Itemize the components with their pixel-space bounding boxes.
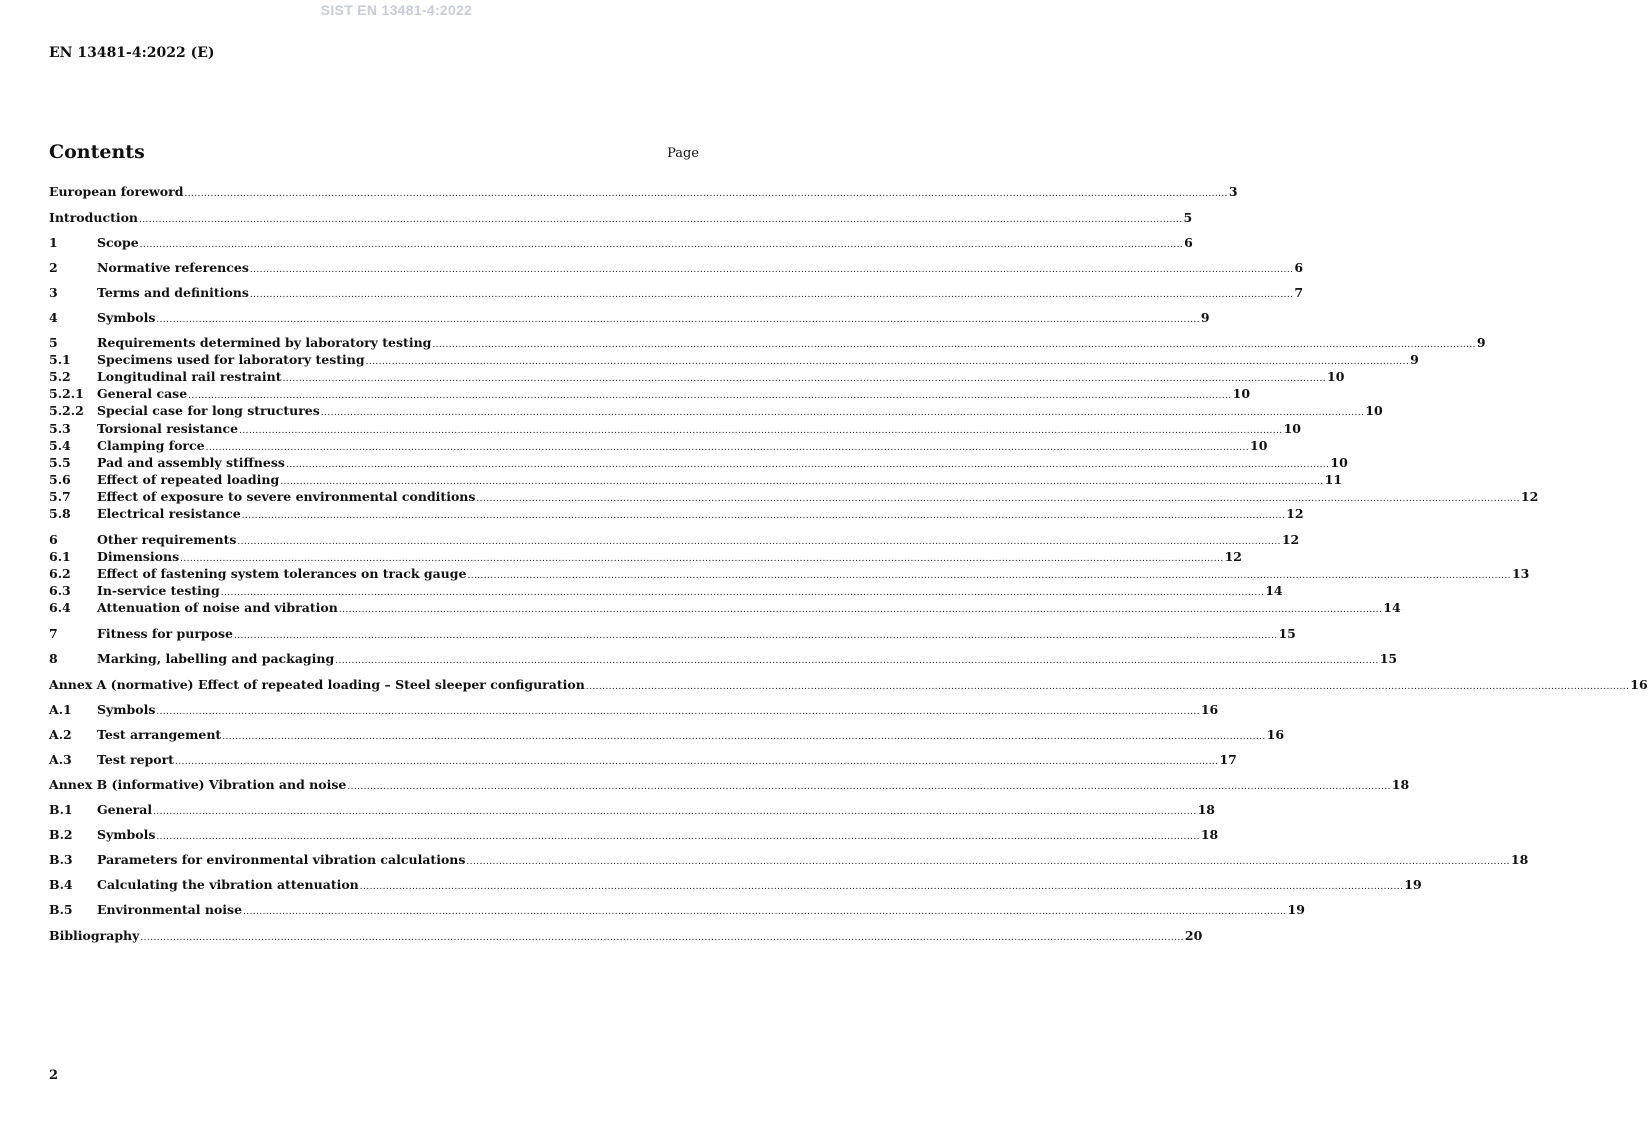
toc-entry[interactable]: [49, 260, 1304, 277]
toc-entry-number: 6.1: [49, 549, 71, 564]
toc-entry-number: 3: [49, 285, 58, 300]
toc-entry-title: Torsional resistance: [97, 421, 239, 436]
toc-entry-number: 5.6: [49, 472, 71, 487]
toc-entry-number: 6.2: [49, 566, 71, 581]
toc-entry-page: 15: [1278, 626, 1296, 641]
toc-entry[interactable]: [49, 310, 1210, 327]
toc-entry-title: European foreword: [49, 184, 184, 199]
toc-entry[interactable]: [49, 184, 1238, 201]
toc-dot-leader: ................................................................................................................................................................................................................................................................................................................................: [476, 494, 1520, 504]
toc-entry-page: 10: [1327, 369, 1345, 384]
toc-dot-leader: ................................................................................................................................................................................................................................................................................................................................: [335, 656, 1379, 666]
toc-entry-page: 12: [1520, 489, 1539, 504]
toc-entry[interactable]: [49, 421, 1301, 438]
toc-entry-title: Electrical resistance: [97, 506, 241, 521]
toc-entry-page: 6: [1294, 260, 1304, 275]
toc-dot-leader: ................................................................................................................................................................................................................................................................................................................................: [174, 757, 1219, 767]
toc-entry-title: Bibliography: [49, 928, 140, 943]
toc-entry-page: 9: [1410, 352, 1419, 367]
toc-entry[interactable]: [49, 702, 1219, 719]
toc-entry-page: 11: [1324, 472, 1343, 487]
toc-dot-leader: ................................................................................................................................................................................................................................................................................................................................: [156, 707, 1200, 717]
toc-dot-leader: ................................................................................................................................................................................................................................................................................................................................: [432, 340, 1476, 350]
toc-dot-leader: ................................................................................................................................................................................................................................................................................................................................: [282, 374, 1326, 384]
toc-entry-number: B.4: [49, 877, 73, 892]
toc-entry-title: Terms and definitions: [97, 285, 249, 300]
toc-entry[interactable]: [49, 902, 1305, 919]
toc-entry-title: Symbols: [97, 310, 156, 325]
toc-entry-title: Annex B (informative) Vibration and noise: [49, 777, 347, 792]
toc-entry-page: 18: [1510, 852, 1529, 867]
toc-entry-title: Environmental noise: [97, 902, 243, 917]
toc-dot-leader: ................................................................................................................................................................................................................................................................................................................................: [153, 807, 1197, 817]
toc-dot-leader: ................................................................................................................................................................................................................................................................................................................................: [585, 682, 1630, 692]
toc-entry-number: 5.2.1: [49, 386, 84, 401]
toc-entry[interactable]: [49, 626, 1296, 643]
toc-dot-leader: ................................................................................................................................................................................................................................................................................................................................: [180, 554, 1224, 564]
toc-entry-title: Effect of exposure to severe environmental conditions: [97, 489, 476, 504]
toc-entry[interactable]: [49, 852, 1529, 869]
toc-entry-number: B.3: [49, 852, 73, 867]
toc-entry-title: Symbols: [97, 827, 156, 842]
toc-entry[interactable]: [49, 285, 1304, 302]
toc-dot-leader: ................................................................................................................................................................................................................................................................................................................................: [285, 460, 1330, 470]
toc-entry-page: 14: [1383, 600, 1401, 615]
toc-dot-leader: ................................................................................................................................................................................................................................................................................................................................: [156, 315, 1200, 325]
toc-entry-title: Pad and assembly stiffness: [97, 455, 285, 470]
toc-entry-number: 5.3: [49, 421, 71, 436]
toc-entry-number: 5.2.2: [49, 403, 84, 418]
toc-dot-leader: ................................................................................................................................................................................................................................................................................................................................: [466, 857, 1510, 867]
toc-entry-title: Test arrangement: [97, 727, 222, 742]
toc-dot-leader: ................................................................................................................................................................................................................................................................................................................................: [467, 571, 1511, 581]
toc-entry[interactable]: [49, 600, 1401, 617]
toc-entry-page: 16: [1266, 727, 1285, 742]
page-column-label: Page: [667, 146, 699, 161]
toc-entry-page: 13: [1511, 566, 1530, 581]
toc-dot-leader: ................................................................................................................................................................................................................................................................................................................................: [249, 265, 1294, 275]
toc-entry-number: 5.5: [49, 455, 71, 470]
toc-entry-page: 7: [1294, 285, 1304, 300]
toc-entry-number: B.1: [49, 802, 73, 817]
toc-dot-leader: ................................................................................................................................................................................................................................................................................................................................: [139, 240, 1184, 250]
toc-entry-title: Dimensions: [97, 549, 180, 564]
toc-entry-title: Test report: [97, 752, 174, 767]
toc-entry-number: 5.8: [49, 506, 71, 521]
toc-entry-number: 6.4: [49, 600, 71, 615]
toc-entry[interactable]: [49, 583, 1283, 600]
toc-entry-title: Special case for long structures: [97, 403, 320, 418]
toc-entry-title: Annex A (normative) Effect of repeated loading – Steel sleeper configuration: [49, 677, 585, 692]
toc-entry-page: 10: [1232, 386, 1251, 401]
toc-dot-leader: ................................................................................................................................................................................................................................................................................................................................: [241, 511, 1286, 521]
toc-entry-page: 18: [1197, 802, 1215, 817]
toc-entry-title: Attenuation of noise and vibration: [97, 600, 338, 615]
toc-entry-title: Longitudinal rail restraint: [97, 369, 282, 384]
toc-entry-page: 14: [1265, 583, 1283, 598]
toc-entry[interactable]: [49, 928, 1203, 945]
document-id: EN 13481-4:2022 (E): [49, 45, 215, 61]
toc-dot-leader: ................................................................................................................................................................................................................................................................................................................................: [139, 215, 1183, 225]
toc-entry[interactable]: [49, 438, 1268, 455]
toc-dot-leader: ................................................................................................................................................................................................................................................................................................................................: [220, 588, 1265, 598]
toc-dot-leader: ................................................................................................................................................................................................................................................................................................................................: [249, 290, 1294, 300]
toc-entry[interactable]: [49, 472, 1343, 489]
toc-entry[interactable]: [49, 877, 1422, 894]
toc-entry[interactable]: [49, 777, 1410, 794]
toc-entry-title: Normative references: [97, 260, 249, 275]
watermark-text: SIST EN 13481-4:2022: [320, 2, 473, 18]
toc-entry[interactable]: [49, 752, 1237, 769]
toc-entry-page: 18: [1200, 827, 1219, 842]
toc-entry-title: General case: [97, 386, 188, 401]
toc-entry-number: 7: [49, 626, 58, 641]
toc-entry-page: 10: [1250, 438, 1268, 453]
toc-dot-leader: ................................................................................................................................................................................................................................................................................................................................: [222, 732, 1266, 742]
toc-entry-title: In-service testing: [97, 583, 220, 598]
toc-dot-leader: ................................................................................................................................................................................................................................................................................................................................: [140, 933, 1184, 943]
toc-dot-leader: ................................................................................................................................................................................................................................................................................................................................: [239, 426, 1283, 436]
toc-entry-page: 16: [1200, 702, 1219, 717]
toc-dot-leader: ................................................................................................................................................................................................................................................................................................................................: [234, 631, 1278, 641]
toc-entry-number: A.2: [49, 727, 72, 742]
toc-entry-number: 5.1: [49, 352, 71, 367]
toc-entry-page: 16: [1630, 677, 1648, 692]
toc-entry[interactable]: [49, 489, 1539, 506]
toc-entry-title: Other requirements: [97, 532, 237, 547]
toc-entry[interactable]: [49, 532, 1300, 549]
toc-entry[interactable]: [49, 455, 1348, 472]
toc-entry-number: 5: [49, 335, 58, 350]
toc-entry-title: Clamping force: [97, 438, 205, 453]
toc-entry-title: Fitness for purpose: [97, 626, 233, 641]
toc-entry[interactable]: [49, 506, 1304, 523]
toc-entry-number: 5.4: [49, 438, 71, 453]
toc-entry[interactable]: [49, 827, 1219, 844]
toc-entry-title: Introduction: [49, 210, 139, 225]
toc-entry-page: 12: [1281, 532, 1300, 547]
toc-entry-title: Requirements determined by laboratory testing: [97, 335, 432, 350]
toc-entry-number: 2: [49, 260, 58, 275]
toc-dot-leader: ................................................................................................................................................................................................................................................................................................................................: [347, 782, 1391, 792]
toc-dot-leader: ................................................................................................................................................................................................................................................................................................................................: [320, 408, 1365, 418]
toc-entry-number: A.3: [49, 752, 72, 767]
toc-entry-page: 19: [1287, 902, 1305, 917]
toc-entry[interactable]: [49, 403, 1383, 420]
toc-entry[interactable]: [49, 802, 1215, 819]
toc-entry-title: Effect of fastening system tolerances on track gauge: [97, 566, 467, 581]
contents-heading: Contents: [49, 141, 145, 163]
toc-entry-page: 9: [1476, 335, 1486, 350]
toc-entry[interactable]: [49, 386, 1251, 403]
toc-entry-title: Scope: [97, 235, 139, 250]
toc-dot-leader: ................................................................................................................................................................................................................................................................................................................................: [338, 605, 1383, 615]
toc-entry-page: 12: [1286, 506, 1304, 521]
toc-entry-number: 6.3: [49, 583, 71, 598]
toc-entry-page: 6: [1184, 235, 1193, 250]
toc-entry-number: 5.7: [49, 489, 71, 504]
toc-entry[interactable]: [49, 369, 1345, 386]
toc-entry-page: 12: [1224, 549, 1242, 564]
toc-entry-title: Parameters for environmental vibration calculations: [97, 852, 466, 867]
toc-entry[interactable]: [49, 651, 1398, 668]
toc-dot-leader: ................................................................................................................................................................................................................................................................................................................................: [280, 477, 1324, 487]
toc-entry-title: General: [97, 802, 153, 817]
toc-entry[interactable]: [49, 210, 1193, 227]
toc-entry-number: A.1: [49, 702, 72, 717]
toc-entry-page: 3: [1228, 184, 1238, 199]
toc-dot-leader: ................................................................................................................................................................................................................................................................................................................................: [365, 357, 1410, 367]
toc-entry[interactable]: [49, 549, 1242, 566]
toc-entry-number: 1: [49, 235, 58, 250]
toc-entry-page: 5: [1183, 210, 1193, 225]
toc-entry-number: B.5: [49, 902, 73, 917]
toc-entry-page: 9: [1200, 310, 1210, 325]
toc-entry[interactable]: [49, 566, 1530, 583]
toc-entry-page: 17: [1219, 752, 1237, 767]
toc-entry-page: 10: [1283, 421, 1301, 436]
toc-entry-page: 18: [1391, 777, 1410, 792]
toc-entry[interactable]: [49, 352, 1419, 369]
toc-entry-title: Marking, labelling and packaging: [97, 651, 335, 666]
toc-dot-leader: ................................................................................................................................................................................................................................................................................................................................: [184, 189, 1228, 199]
toc-entry-title: Effect of repeated loading: [97, 472, 280, 487]
toc-entry-title: Specimens used for laboratory testing: [97, 352, 365, 367]
toc-entry[interactable]: [49, 677, 1648, 694]
toc-entry-number: 6: [49, 532, 58, 547]
toc-entry-page: 19: [1404, 877, 1422, 892]
toc-dot-leader: ................................................................................................................................................................................................................................................................................................................................: [243, 907, 1287, 917]
toc-entry-number: 5.2: [49, 369, 71, 384]
toc-entry[interactable]: [49, 235, 1193, 252]
toc-dot-leader: ................................................................................................................................................................................................................................................................................................................................: [237, 537, 1281, 547]
toc-dot-leader: ................................................................................................................................................................................................................................................................................................................................: [188, 391, 1232, 401]
toc-entry-page: 20: [1184, 928, 1203, 943]
toc-entry[interactable]: [49, 335, 1486, 352]
toc-entry-title: Calculating the vibration attenuation: [97, 877, 359, 892]
toc-entry-page: 10: [1330, 455, 1348, 470]
toc-dot-leader: ................................................................................................................................................................................................................................................................................................................................: [205, 443, 1250, 453]
page-number: 2: [49, 1068, 59, 1083]
toc-entry-page: 15: [1379, 651, 1398, 666]
toc-dot-leader: ................................................................................................................................................................................................................................................................................................................................: [359, 882, 1404, 892]
toc-entry[interactable]: [49, 727, 1285, 744]
toc-entry-page: 10: [1365, 403, 1383, 418]
toc-entry-number: 8: [49, 651, 58, 666]
toc-dot-leader: ................................................................................................................................................................................................................................................................................................................................: [156, 832, 1200, 842]
toc-entry-number: B.2: [49, 827, 73, 842]
toc-entry-title: Symbols: [97, 702, 156, 717]
toc-entry-number: 4: [49, 310, 58, 325]
